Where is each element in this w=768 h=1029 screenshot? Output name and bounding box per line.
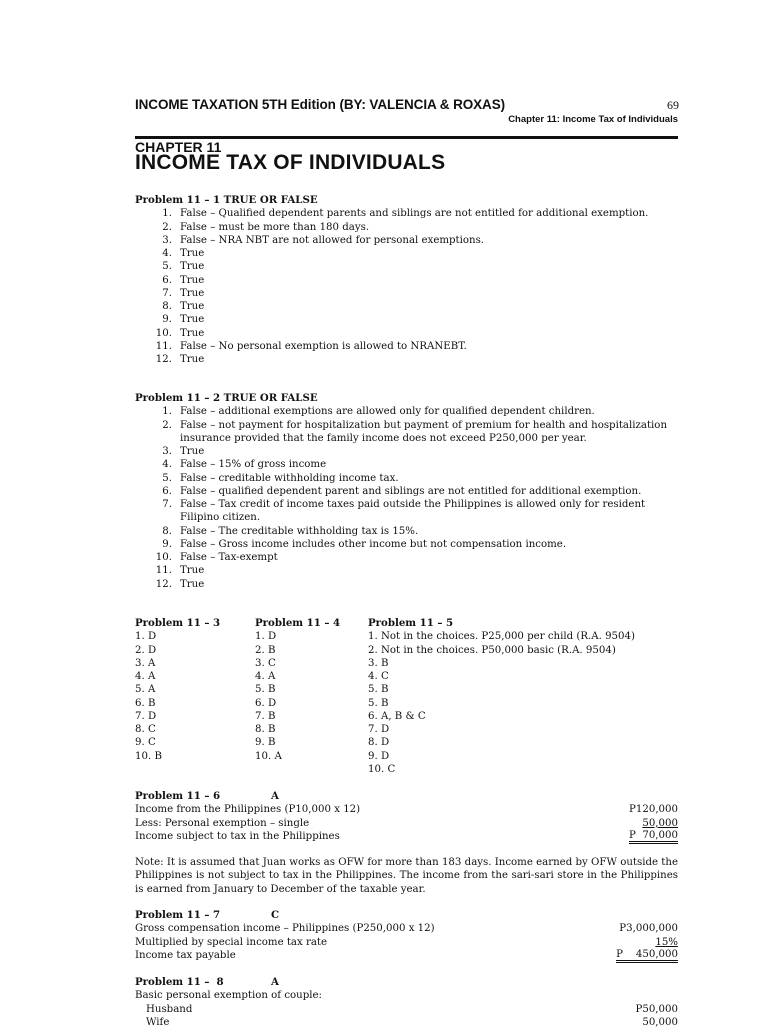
- list-item: 3. C: [255, 657, 276, 669]
- problem-title: Problem 11 – 8: [135, 976, 224, 988]
- list-item: 5. B: [255, 684, 276, 696]
- list-item: 9. C: [135, 737, 156, 749]
- list-item: 7. D: [368, 724, 390, 735]
- computation-row: Income tax payable P 450,000: [135, 948, 678, 961]
- list-item: 4. C: [368, 671, 389, 682]
- computation-row: Multiplied by special income tax rate 15%: [135, 936, 678, 948]
- problem-11-1: [135, 194, 680, 366]
- list-item: 4. A: [135, 671, 156, 682]
- computation-row: Gross compensation income – Philippines (P250,000 x 12) P3,000,000: [135, 923, 678, 935]
- answer-list: [255, 630, 340, 763]
- computation-row: Less: Personal exemption – single 50,000: [135, 817, 678, 829]
- list-item: 5. False – creditable withholding income tax.: [162, 472, 399, 484]
- problem-title: Problem 11 – 7: [135, 909, 221, 921]
- list-item: 11. False – No personal exemption is allowed to NRANEBT.: [155, 340, 467, 352]
- problem-title: Problem 11 – 4: [255, 617, 341, 629]
- list-item: 7. B: [255, 710, 276, 722]
- list-item: 6. False – qualified dependent parent and siblings are not entitled for additional exemption.: [162, 485, 642, 497]
- list-item: 2. B: [255, 644, 276, 656]
- list-item: 2. False – must be more than 180 days.: [162, 221, 370, 233]
- answer-list: [135, 207, 680, 366]
- answer-letter: A: [271, 976, 279, 988]
- list-item: 9. False – Gross income includes other income but not compensation income.: [162, 538, 567, 550]
- list-item: 1. False – Qualified dependent parents and siblings are not entitled for additional exemption.: [162, 208, 649, 220]
- chapter-title: INCOME TAX OF INDIVIDUALS: [135, 151, 446, 174]
- list-item: 8. True: [162, 301, 205, 312]
- list-item: 8. False – The creditable withholding tax is 15%.: [162, 525, 419, 537]
- list-item: 12. True: [155, 354, 205, 365]
- problem-11-4: [255, 617, 340, 763]
- list-item: 8. B: [255, 724, 276, 735]
- computation-intro: Basic personal exemption of couple:: [135, 990, 322, 1002]
- list-item: 5. True: [162, 261, 205, 273]
- list-item: 6. A, B & C: [368, 710, 426, 722]
- list-item: 10. True: [155, 327, 205, 339]
- chapter-number: CHAPTER 11: [135, 139, 222, 155]
- problem-11-7: [135, 909, 678, 963]
- problem-11-8: [135, 976, 678, 1029]
- list-item: 2. D: [135, 644, 157, 656]
- list-item: 9. B: [255, 737, 276, 749]
- list-item: 8. C: [135, 724, 156, 735]
- list-item: 1. False – additional exemptions are allowed only for qualified dependent children.: [162, 406, 595, 418]
- list-item: 3. True: [162, 446, 205, 457]
- list-item: 9. True: [162, 314, 205, 326]
- answer-list: [135, 405, 680, 591]
- computation-row: Income from the Philippines (P10,000 x 12) P120,000: [135, 804, 678, 816]
- computation-row: Wife 50,000: [146, 1016, 678, 1028]
- list-item: 2. False – not payment for hospitalization but payment of premium for health and hospitalization insurance provided that the family income does not exceed P250,000 per year.: [162, 419, 668, 444]
- list-item: 8. D: [368, 737, 390, 749]
- problem-11-5: [368, 617, 635, 776]
- list-item: 6. True: [162, 274, 205, 286]
- list-item: 6. B: [135, 697, 156, 709]
- problem-title: Problem 11 – 1 TRUE OR FALSE: [135, 194, 318, 206]
- problem-11-3: [135, 617, 220, 763]
- list-item: 10. False – Tax-exempt: [155, 552, 278, 563]
- list-item: 4. True: [162, 248, 205, 259]
- list-item: 12. True: [155, 578, 205, 590]
- book-title: INCOME TAXATION 5TH Edition (BY: VALENCIA & ROXAS): [135, 97, 505, 112]
- list-item: 7. D: [135, 710, 157, 722]
- list-item: 2. Not in the choices. P50,000 basic (R.A. 9504): [368, 644, 616, 656]
- list-item: 4. A: [255, 671, 276, 682]
- chapter-subtitle: Chapter 11: Income Tax of Individuals: [508, 114, 678, 125]
- list-item: 10. C: [368, 763, 396, 775]
- list-item: 1. Not in the choices. P25,000 per child (R.A. 9504): [368, 631, 635, 643]
- answer-list: [135, 630, 220, 763]
- list-item: 7. False – Tax credit of income taxes paid outside the Philippines is allowed only for resident Filipino citizen.: [162, 499, 646, 524]
- list-item: 5. A: [135, 684, 156, 696]
- list-item: 1. D: [135, 631, 157, 643]
- list-item: 3. A: [135, 657, 156, 669]
- list-item: 11. True: [155, 565, 205, 577]
- problem-title: Problem 11 – 2 TRUE OR FALSE: [135, 392, 318, 404]
- answer-letter: A: [271, 790, 279, 802]
- problem-11-6: [135, 790, 678, 844]
- list-item: 3. B: [368, 657, 389, 669]
- list-item: 10. A: [255, 750, 282, 762]
- list-item: 5. B: [368, 684, 389, 696]
- list-item: 4. False – 15% of gross income: [162, 459, 327, 471]
- list-item: 6. D: [255, 697, 277, 709]
- list-item: 10. B: [135, 750, 162, 762]
- list-item: 3. False – NRA NBT are not allowed for personal exemptions.: [162, 234, 485, 246]
- list-item: 9. D: [368, 750, 390, 762]
- list-item: 7. True: [162, 287, 205, 299]
- list-item: 5. B: [368, 697, 389, 709]
- answer-list: [368, 630, 635, 776]
- page-number: 69: [667, 98, 679, 112]
- list-item: 1. D: [255, 631, 277, 643]
- answer-letter: C: [271, 909, 280, 921]
- problem-title: Problem 11 – 3: [135, 617, 221, 629]
- computation-row: Husband P50,000: [146, 1003, 678, 1015]
- problem-11-2: [135, 392, 680, 591]
- problem-title: Problem 11 – 6: [135, 790, 221, 802]
- computation-row: Income subject to tax in the Philippines P 70,000: [135, 829, 678, 842]
- note-paragraph: Note: It is assumed that Juan works as OFW for more than 183 days. Income earned by OFW outside the Philippines is not subject to tax in the Philippines. The income from the sari-sari store in the Philippines is earned from January to December of the taxable year.: [135, 857, 678, 895]
- problem-title: Problem 11 – 5: [368, 617, 454, 629]
